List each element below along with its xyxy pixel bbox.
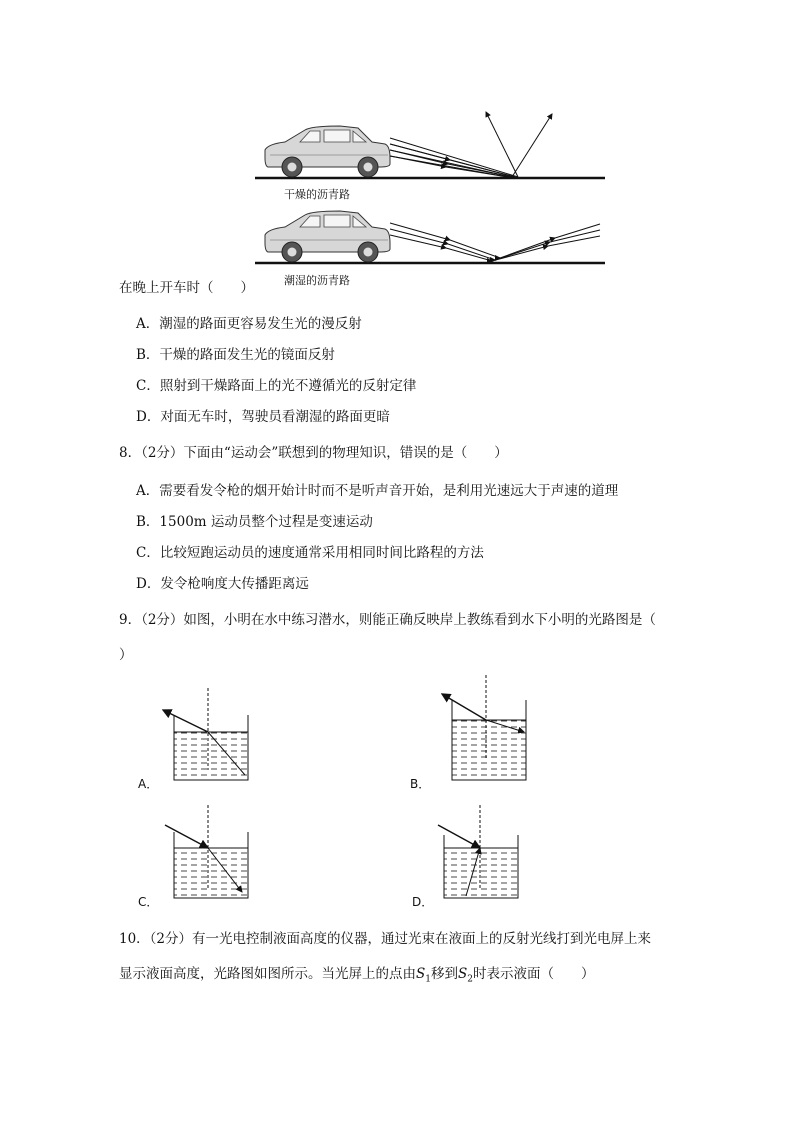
diagram-a — [163, 688, 248, 780]
q9-label-c: C． — [138, 895, 159, 909]
q9-label-d: D． — [412, 895, 434, 909]
q10-line2 — [119, 962, 594, 985]
q7-option-c: C．照射到干燥路面上的光不遵循光的反射定律 — [136, 378, 417, 394]
car-icon-dry — [265, 126, 390, 177]
q10-line2-mid: 移到 — [430, 966, 458, 982]
q8-option-a: A．需要看发令枪的烟开始计时而不是听声音开始，是利用光速远大于声速的道理 — [136, 483, 619, 499]
caption-wet-road: 潮湿的沥青路 — [284, 274, 350, 287]
caption-dry-road: 干燥的沥青路 — [284, 188, 350, 201]
headlight-beams-dry — [390, 138, 518, 177]
q7-stem: 在晚上开车时（ ） — [119, 280, 254, 296]
q10-line1: 10．（2分）有一光电控制液面高度的仪器，通过光束在液面上的反射光线打到光电屏上来 — [119, 931, 652, 947]
s2-subscript: 2 — [467, 974, 473, 985]
q9-diagrams — [130, 670, 550, 910]
q8-option-d: D．发令枪响度大传播距离远 — [136, 576, 309, 592]
q8-option-c: C．比较短跑运动员的速度通常采用相同时间比路程的方法 — [136, 545, 484, 561]
diagram-b — [442, 675, 526, 780]
q7-option-d: D．对面无车时，驾驶员看潮湿的路面更暗 — [136, 409, 390, 425]
s1-subscript: 1 — [425, 974, 431, 985]
s2-symbol: S — [457, 966, 468, 982]
q7-option-b: B．干燥的路面发生光的镜面反射 — [136, 347, 335, 363]
q9-stem-line2: ） — [119, 647, 133, 663]
q9-label-a: A． — [138, 777, 159, 791]
q8-option-b: B．1500m 运动员整个过程是变速运动 — [136, 514, 373, 530]
q9-label-b: B． — [410, 777, 431, 791]
q9-stem-line1: 9．（2分）如图，小明在水中练习潜水，则能正确反映岸上教练看到水下小明的光路图是（ — [119, 612, 656, 628]
diagram-d — [438, 805, 518, 898]
car-icon-wet — [265, 211, 390, 262]
q8-stem: 8．（2分）下面由“运动会”联想到的物理知识，错误的是（ ） — [119, 445, 508, 461]
headlight-beams-wet — [390, 223, 600, 261]
s1-symbol: S — [416, 966, 426, 982]
q7-option-a: A．潮湿的路面更容易发生光的漫反射 — [136, 316, 362, 332]
diagram-c — [165, 805, 248, 898]
scattered-reflection-rays — [486, 112, 552, 177]
q10-line2-pre: 显示液面高度，光路图如图所示。当光屏上的点由 — [119, 966, 416, 982]
q10-line2-post: 时表示液面（ ） — [472, 966, 595, 982]
